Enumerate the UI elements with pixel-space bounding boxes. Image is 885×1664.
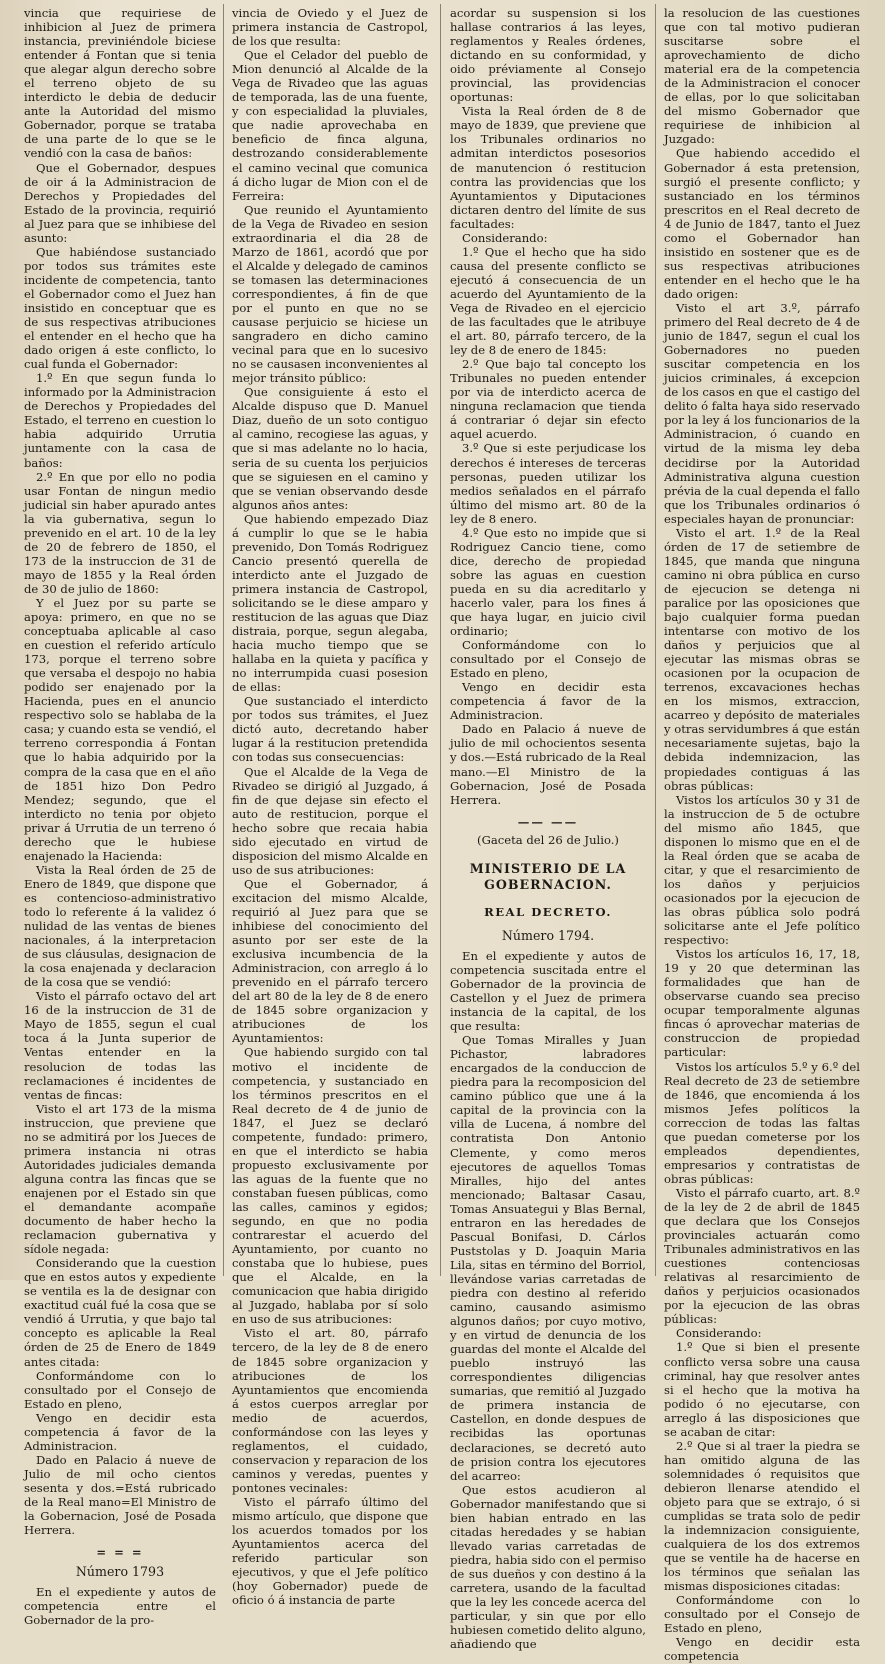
paragraph: 2.º En que por ello no podia usar Fontan de ningun medio judicial sin haber apurado antes la via gubernativa, segun lo prevenido en el art. 10 de la ley de 20 de febrero de 1850, el 173 de la instruccion de 31 de mayo de 1855 y la Real órden de 30 de julio de 1860: bbox=[24, 469, 216, 596]
paragraph: Visto el art 3.º, párrafo primero del Real decreto de 4 de junio de 1847, segun el cual los Gobernadores no pueden suscitar competencia en los juicios criminales, á excepcion de los casos en que el castigo del delito ó falta haya sido reservado por la ley á los funcionarios de la Administracion, ó cuando en virtud de la misma ley deba decidirse por la Autoridad Administrativa alguna cuestion prévia de la cual dependa el fallo que los Tribunales ordinarios ó especiales hayan de pronunciar: bbox=[664, 300, 860, 526]
paragraph: Que estos acudieron al Gobernador manifestando que si bien habian entrado en las citadas heredades y se habian llevado varias carretadas de piedra, habia sido con el permiso de sus dueños y con destino á la carretera, usando de la facultad que la ley les concede acerca del particular, y sin que por ello hubiesen cometido delito alguno, añadiendo que bbox=[450, 1482, 646, 1652]
decree-number: Número 1793 bbox=[75, 1564, 165, 1580]
paragraph: Visto el párrafo cuarto, art. 8.º de la ley de 2 de abril de 1845 que declara que los Consejos provinciales actuarán como Tribunales administrativos en las cuestiones contenciosas relativas al resarcimiento de daños y perjuicios ocasionados por la ejecucion de las obras públicas: bbox=[664, 1185, 860, 1327]
paragraph: En el expediente y autos de competencia suscitada entre el Gobernador de la provincia de Castellon y el Juez de primera instancia de la capital, de los que resulta: bbox=[450, 948, 646, 1034]
paragraph: Vistos los artículos 5.º y 6.º del Real decreto de 23 de setiembre de 1846, que encomienda á los mismos Jefes políticos la correccion de todas las faltas que puedan cometerse por los empleados dependientes, empresarios y contratistas de obras públicas: bbox=[664, 1059, 860, 1186]
column-4 bbox=[664, 6, 860, 1664]
paragraph: vincia de Oviedo y el Juez de primera instancia de Castropol, de los que resulta: bbox=[232, 6, 428, 49]
paragraph: Dado en Palacio á nueve de Julio de mil ocho cientos sesenta y dos.=Está rubricado de la Real mano=El Ministro de la Gobernacion, José de Posada Herrera. bbox=[24, 1452, 216, 1538]
paragraph: Que habiéndose sustanciado por todos sus trámites este incidente de competencia, tanto el Gobernador como el Juez han insistido en conceptuar que es de sus respectivas atribuciones el entender en el hecho que ha dado origen á este conflicto, lo cual funda el Gobernador: bbox=[24, 244, 216, 372]
paragraph: Visto el art 173 de la misma instruccion, que previene que no se admitirá por los Jueces de primera instancia ni otras Autoridades judiciales demanda alguna contra las fincas que se enajenen por el Estado sin que el demandante acompañe documento de haber hecho la reclamacion gubernativa y sídole negada: bbox=[24, 1101, 216, 1257]
paragraph: Visto el párrafo octavo del art 16 de la instruccion de 31 de Mayo de 1855, segun el cual toca á la Junta superior de Ventas entender en la resolucion de todas las reclamaciones é incidentes de ventas de fincas: bbox=[24, 989, 216, 1102]
paragraph: 4.º Que esto no impide que si Rodriguez Cancio tiene, como dice, derecho de propiedad sobre las aguas en cuestion pueda en su dia acreditarlo y hacerlo valer, para los fines á que haya lugar, en juicio civil ordinario; bbox=[450, 525, 646, 639]
paragraph: Que consiguiente á esto el Alcalde dispuso que D. Manuel Diaz, dueño de un soto contiguo al camino, recogiese las aguas, y que si mas adelante no lo hacia, seria de su cuenta los perjuicios que se siguiesen en el camino y que se venian observando desde algunos años antes: bbox=[232, 385, 428, 512]
paragraph: Vista la Real órden de 8 de mayo de 1839, que previene que los Tribunales ordinarios no admitan interdictos posesorios de manutencion ó restitucion contra las providencias que los Ayuntamientos y Diputaciones dictaren dentro del límite de sus facultades: bbox=[450, 104, 646, 231]
paragraph: Que reunido el Ayuntamiento de la Vega de Rivadeo en sesion extraordinaria el dia 28 de Marzo de 1861, acordó que por el Alcalde y delegado de caminos se tomasen las determinaciones correspondientes, á fin de que por el punto en que no se causase perjuicio se hiciese un sangradero en dicho camino vecinal para que en lo sucesivo no se causasen inconvenientes al mejor tránsito público: bbox=[232, 202, 428, 386]
paragraph: Considerando: bbox=[462, 230, 548, 245]
paragraph: Vengo en decidir esta competencia á favor de la Administracion. bbox=[24, 1410, 216, 1453]
paragraph: Vistos los artículos 30 y 31 de la instruccion de 5 de octubre del mismo año 1845, que disponen lo mismo que en el de la Real órden que se acaba de citar, y que el resarcimiento de los daños y perjuicios ocasionados por la ejecucion de las obras pública solo podrá solicitarse ante el Jefe político respectivo: bbox=[664, 792, 860, 948]
ministry-heading: MINISTERIO DE LA GOBERNACION. bbox=[469, 860, 627, 892]
paragraph: Considerando que la cuestion que en estos autos y expediente se ventila es la de designar con exactitud cuál fué la cosa que se vendió á Urrutia, y que bajo tal concepto es aplicable la Real órden de 25 de Enero de 1849 antes citada: bbox=[24, 1256, 216, 1369]
paragraph: Conformándome con lo consultado por el Consejo de Estado en pleno, bbox=[664, 1593, 860, 1636]
paragraph: 3.º Que si este perjudicase los derechos é intereses de terceras personas, pueden utilizar los medios señalados en el párrafo último del mismo art. 80 de la ley de 8 enero. bbox=[450, 441, 646, 526]
paragraph: En el expediente y autos de competencia entre el Gobernador de la pro- bbox=[24, 1585, 216, 1628]
paragraph: Vista la Real órden de 25 de Enero de 1849, que dispone que es contencioso-administrativo todo lo referente á la validez ó nulidad de las ventas de bienes nacionales, á la interpretacion de sus cláusulas, designacion de la cosa enajenada y declaracion de la cosa que se vendió: bbox=[24, 862, 216, 990]
gazette-source: (Gaceta del 26 de Julio.) bbox=[477, 832, 619, 847]
paragraph: Que habiendo surgido con tal motivo el incidente de competencia, y sustanciado en los términos prescritos en el Real decreto de 4 de junio de 1847, el Juez se declaró competente, fundado: primero, en que el interdicto se habia propuesto exclusivamente por las aguas de la fuente que no constaban fuesen públicas, como las calles, caminos y egidos; segundo, en que no podia contrarestar el acuerdo del Ayuntamiento, por cuanto no constaba que lo hubiese, pues que el Alcalde, en la comunicacion que habia dirigido al Juzgado, hablaba por sí solo en uso de sus atribuciones: bbox=[232, 1045, 428, 1327]
paragraph: Vistos los artículos 16, 17, 18, 19 y 20 que determinan las formalidades que han de observarse cuando sea preciso ocupar temporalmente algunas fincas ó aprovechar materias de construccion de propiedad particular: bbox=[664, 947, 860, 1060]
paragraph: Que habiendo empezado Diaz á cumplir lo que se le habia prevenido, Don Tomás Rodriguez Cancio presentó querella de interdicto ante el Juzgado de primera instancia de Castropol, solicitando se le diese amparo y restitucion de las aguas que Diaz distraia, porque, segun alegaba, hacia mucho tiempo que se hallaba en la quieta y pacífica y no interrumpida cuasi posesion de ellas: bbox=[232, 511, 428, 695]
paragraph: la resolucion de las cuestiones que con tal motivo pudieran suscitarse sobre el aprovechamiento de dicho material era de la competencia de la Administracion el conocer de ellas, por lo que solicitaban del mismo Gobernador que requiriese de inhibicion al Juzgado: bbox=[664, 6, 860, 147]
paragraph: 1.º Que el hecho que ha sido causa del presente conflicto se ejecutó á consecuencia de un acuerdo del Ayuntamiento de la Vega de Rivadeo en el ejercicio de las facultades que le atribuye el art. 80, párrafo tercero, de la ley de 8 de enero de 1845: bbox=[450, 244, 646, 358]
paragraph: Visto el art. 80, párrafo tercero, de la ley de 8 de enero de 1845 sobre organizacion y atribuciones de los Ayuntamientos que encomienda á estos cuerpos arreglar por medio de acuerdos, conformándose con las leyes y reglamentos, el cuidado, conservacion y reparacion de los caminos y veredas, puentes y pontones vecinales: bbox=[232, 1326, 428, 1495]
column-1 bbox=[24, 6, 217, 1628]
decree-heading: REAL DECRETO. bbox=[484, 904, 612, 919]
paragraph: 2.º Que si al traer la piedra se han omitido alguna de las solemnidades ó requisitos que debieron llenarse atendido el objeto para que se extrajo, ó si cumplidas se trata solo de pedir la indemnizacion consiguiente, cualquiera de los dos extremos que se ventile ha de hacerse en los términos que señalan las mismas disposiciones citadas: bbox=[664, 1438, 860, 1594]
column-2 bbox=[232, 6, 428, 1608]
paragraph: Conformándome con lo consultado por el Consejo de Estado en pleno, bbox=[24, 1368, 216, 1411]
paragraph: acordar su suspension si los hallase contrarios á las leyes, reglamentos y Reales órdenes, dictando en su conformidad, y oido préviamente al Consejo provincial, las providencias oportunas: bbox=[450, 6, 646, 105]
column-rule bbox=[655, 4, 656, 1276]
paragraph: vincia que requiriese de inhibicion al Juez de primera instancia, previniéndole biciese entender á Fontan que si tenia que alegar algun derecho sobre el terreno objeto de su interdicto le debia de deducir ante la Autoridad del mismo Gobernador, porque se trataba de una parte de lo que se le vendió con la casa de baños: bbox=[24, 6, 216, 161]
paragraph: 2.º Que bajo tal concepto los Tribunales no pueden entender por via de interdicto acerca de ninguna reclamacion que tienda á contrariar ó dejar sin efecto aquel acuerdo. bbox=[450, 357, 646, 442]
paragraph: Dado en Palacio á nueve de julio de mil ochocientos sesenta y dos.—Está rubricado de la Real mano.—El Ministro de la Gobernacion, José de Posada Herrera. bbox=[450, 722, 646, 807]
decree-number: Número 1794. bbox=[501, 927, 595, 943]
paragraph: Considerando: bbox=[676, 1326, 762, 1341]
paragraph: Y el Juez por su parte se apoya: primero, en que no se conceptuaba aplicable al caso en cuestion el referido artículo 173, porque el terreno sobre que versaba el despojo no habia podido ser enajenado por la Hacienda, pues en el anuncio respectivo solo se hablaba de la casa; y cuando esta se vendió, el terreno correspondia á Fontan que lo habia adquirido por la compra de la casa que en el año de 1851 hizo Don Pedro Mendez; segundo, que el interdicto no tenia por objeto privar á Urrutia de un terreno ó derecho que le hubiese enajenado la Hacienda: bbox=[24, 595, 217, 863]
paragraph: Conformándome con lo consultado por el Consejo de Estado en pleno, bbox=[450, 638, 646, 681]
paragraph: Que Tomas Miralles y Juan Pichastor, labradores encargados de la conduccion de piedra para la recomposicion del camino público que une á la capital de la provincia con la villa de Lucena, á nombre del contratista Don Antonio Clemente, y como meros ejecutores de aquellos Tomas Miralles, hijo del antes mencionado; Baltasar Casau, Tomas Ansuategui y Blas Bernal, entraron en las heredades de Pascual Bonifasi, D. Cárlos Puststolas y D. Joaquin Maria Lila, sitas en término del Borriol, llevándose varias carretadas de piedra con destino al referido camino, causando asimismo algunos daños; por cuyo motivo, y en virtud de denuncia de los guardas del monte el Alcalde del pueblo instruyó las correspondientes diligencias sumarias, que remitió al Juzgado de primera instancia de Castellon, en donde despues de recibidas las oportunas declaraciones, se decretó auto de prision contra los ejecutores del acarreo: bbox=[450, 1033, 646, 1483]
paragraph: Vengo en decidir esta competencia á favor de la Administracion. bbox=[450, 680, 646, 723]
paragraph: Que el Gobernador, despues de oir á la Administracion de Derechos y Propiedades del Estado de la provincia, requirió al Juez para que se inhibiese del asunto: bbox=[24, 160, 216, 245]
section-separator: = = = bbox=[96, 1545, 144, 1560]
paragraph: Que el Alcalde de la Vega de Rivadeo se dirigió al Juzgado, á fin de que dejase sin efecto el auto de restitucion, porque el hecho sobre que recaia habia sido ejecutado en virtud de disposicion del mismo Alcalde en uso de sus atribuciones: bbox=[232, 764, 428, 877]
paragraph: 1.º Que si bien el presente conflicto versa sobre una causa criminal, hay que resolver antes si el hecho que la motiva ha podido ó no ejecutarse, con arreglo á las disposiciones que se acaban de citar: bbox=[664, 1340, 860, 1439]
column-rule bbox=[223, 4, 224, 1276]
paragraph: Vengo en decidir esta competencia bbox=[664, 1635, 860, 1664]
paragraph: Visto el párrafo último del mismo artículo, que dispone que los acuerdos tomados por los Ayuntamientos acerca del referido particular son ejecutivos, y que el Jefe político (hoy Gobernador) puede de oficio ó á instancia de parte bbox=[232, 1494, 428, 1608]
paragraph: Que el Gobernador, á excitacion del mismo Alcalde, requirió al Juez para que se inhibiese del conocimiento del asunto por ser este de la exclusiva incumbencia de la Administracion, con arreglo á lo prevenido en el párrafo tercero del art 80 de la ley de 8 de enero de 1845 sobre organizacion y atribuciones de los Ayuntamientos: bbox=[232, 876, 428, 1046]
paragraph: 1.º En que segun funda lo informado por la Administracion de Derechos y Propiedades del Estado, el terreno en cuestion lo habia adquirido Urrutia juntamente con la casa de baños: bbox=[24, 371, 216, 470]
section-separator: —— —— bbox=[517, 814, 579, 829]
paragraph: Que habiendo accedido el Gobernador á esta pretension, surgió el presente conflicto; y sustanciado en los términos prescritos en el Real decreto de 4 de Junio de 1847, tanto el Juez como el Gobernador han insistido en sostener que es de sus respectivas atribuciones entender en el hecho que le ha dado origen: bbox=[664, 146, 860, 301]
paragraph: Visto el art. 1.º de la Real órden de 17 de setiembre de 1845, que manda que ninguna camino ni obra pública en curso de ejecucion se detenga ni paralice por las oposiciones que bajo cualquier forma puedan intentarse con motivo de los daños y perjuicios que al ejecutar las mismas obras se ocasionen por la ocupacion de terrenos, excavaciones hechas en los mismos, extraccion, acarreo y depósito de materiales y otras servidumbres á que están necesariamente sujetas, bajo la debida indemnizacion, las propiedades contiguas á las obras públicas: bbox=[664, 525, 860, 793]
column-rule bbox=[440, 4, 441, 1276]
column-3 bbox=[450, 6, 646, 1652]
paragraph: Que sustanciado el interdicto por todos sus trámites, el Juez dictó auto, decretando haber lugar á la restitucion pretendida con todas sus consecuencias: bbox=[232, 694, 428, 765]
paragraph: Que el Celador del pueblo de Mion denunció al Alcalde de la Vega de Rivadeo que las aguas de temporada, las de una fuente, y con especialidad la pluviales, que nadie aprovechaba en beneficio de finca alguna, destrozando considerablemente el camino vecinal que comunica á dicho lugar de Mion con el de Ferreira: bbox=[232, 48, 428, 203]
